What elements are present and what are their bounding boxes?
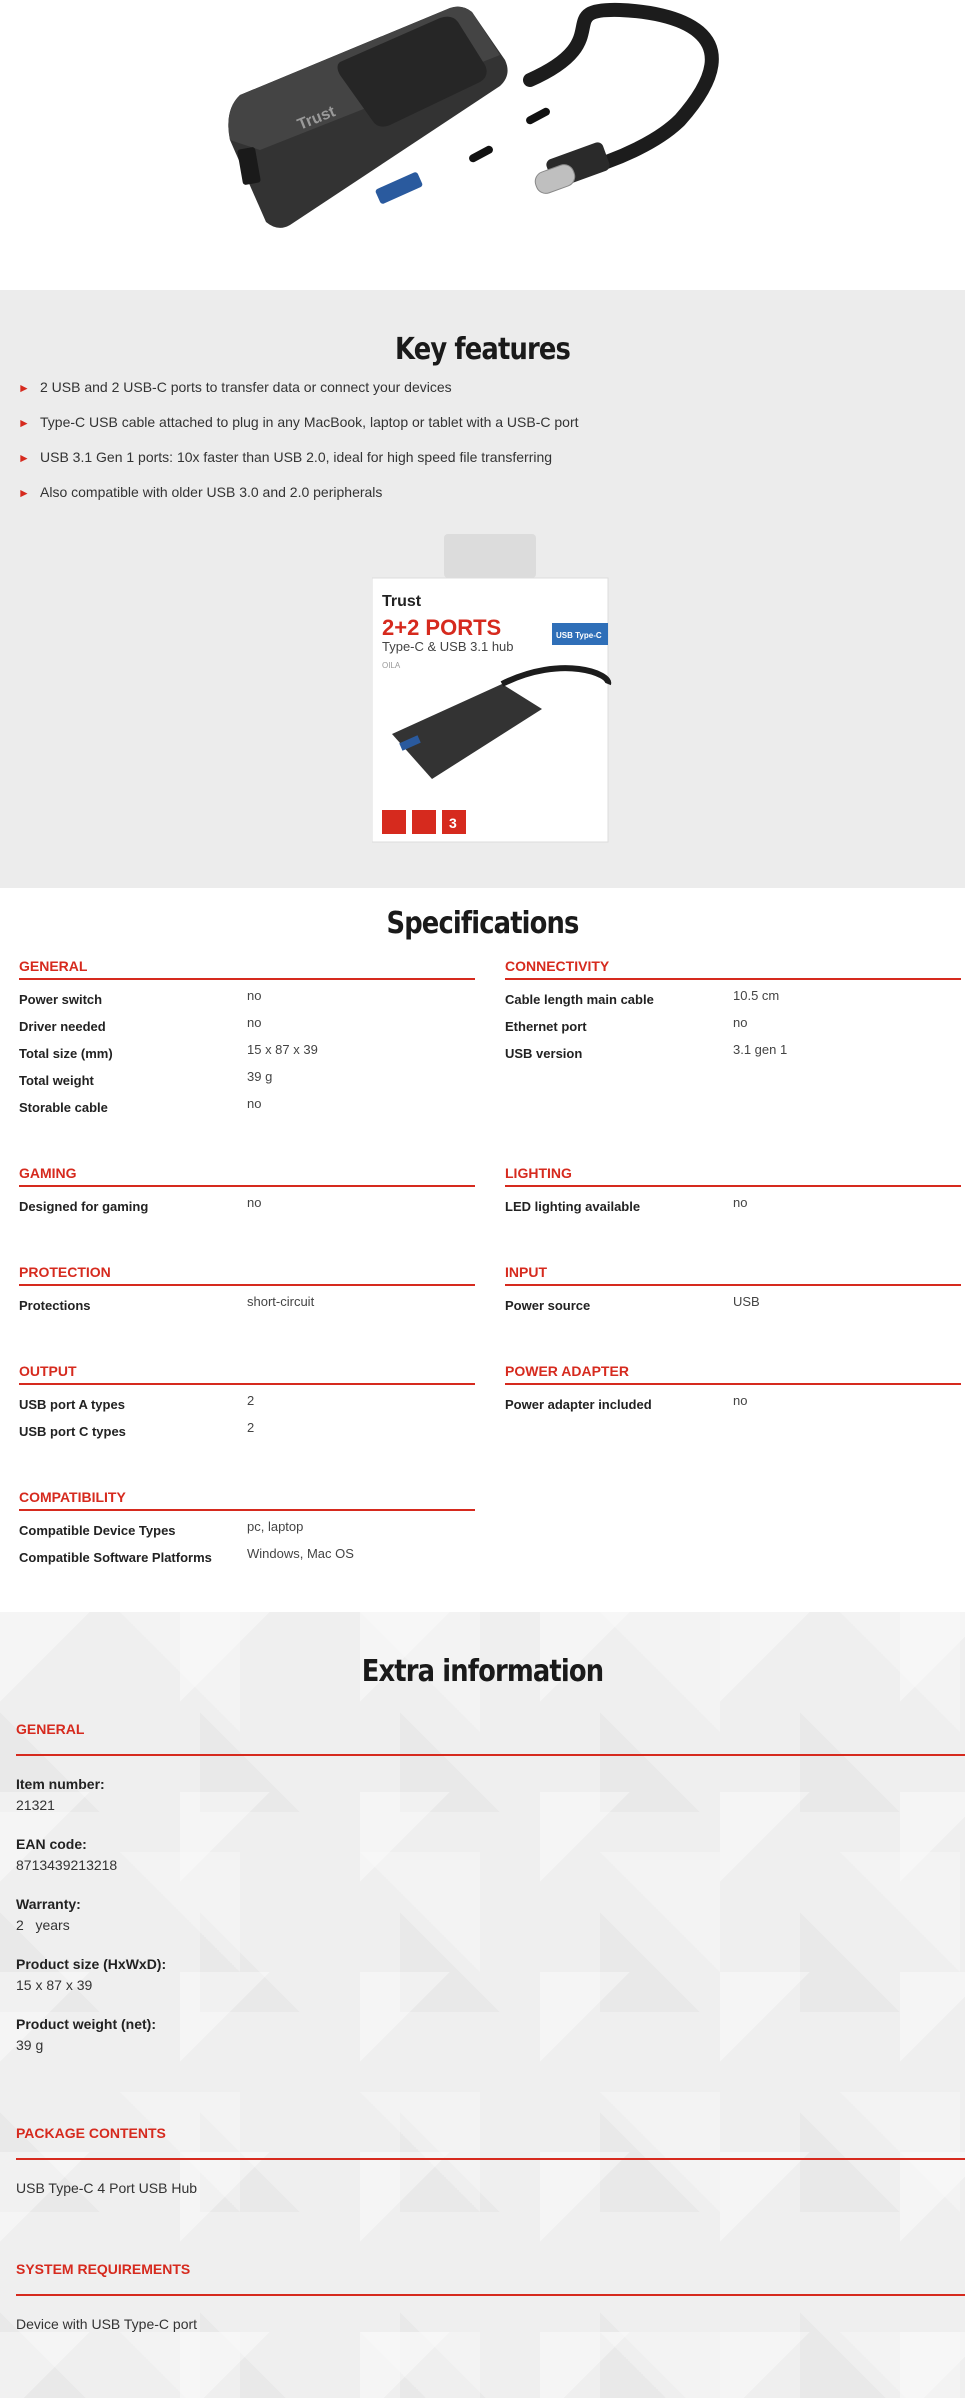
feature-list: [18, 378, 579, 518]
spec-row: Ethernet port no: [505, 1015, 748, 1034]
specifications-title: Specifications: [386, 906, 579, 941]
extra-information-section: [0, 1612, 965, 2398]
spec-row: Compatible Device Types pc, laptop: [19, 1519, 304, 1538]
list-item: ► Type-C USB cable attached to plug in any MacBook, laptop or tablet with a USB-C port: [18, 414, 579, 430]
spec-row: Storable cable no: [19, 1096, 262, 1115]
extra-item: EAN code: 8713439213218: [16, 1836, 118, 1873]
spec-group-compatibility: [19, 1485, 475, 1573]
spec-group-heading: OUTPUT: [19, 1359, 475, 1385]
spec-row: Power adapter included no: [505, 1393, 748, 1412]
spec-group-output: [19, 1359, 475, 1447]
spec-group-heading: COMPATIBILITY: [19, 1485, 475, 1511]
box-badge: USB Type-C: [556, 631, 602, 640]
spec-row: Total size (mm) 15 x 87 x 39: [19, 1042, 318, 1061]
extra-group-heading: PACKAGE CONTENTS: [16, 2120, 965, 2160]
key-features-title: Key features: [395, 332, 570, 367]
extra-group-general: [16, 1716, 965, 2056]
box-subline: Type-C & USB 3.1 hub: [382, 639, 514, 654]
spec-row: USB port A types 2: [19, 1393, 255, 1412]
extra-item: Product size (HxWxD): 15 x 87 x 39: [16, 1956, 167, 1993]
spec-group-input: [505, 1260, 961, 1321]
extra-item: Item number: 21321: [16, 1776, 105, 1813]
spec-group-connectivity: [505, 954, 961, 1069]
spec-row: Protections short-circuit: [19, 1294, 315, 1313]
spec-row: Power switch no: [19, 988, 262, 1007]
spec-row: Total weight 39 g: [19, 1069, 273, 1088]
spec-group-heading: GENERAL: [19, 954, 475, 980]
list-item: ► 2 USB and 2 USB-C ports to transfer data or connect your devices: [18, 379, 452, 395]
spec-row: Designed for gaming no: [19, 1195, 262, 1214]
extra-group-heading: SYSTEM REQUIREMENTS: [16, 2256, 965, 2296]
extra-item: Product weight (net): 39 g: [16, 2016, 156, 2053]
spec-row: Driver needed no: [19, 1015, 262, 1034]
spec-row: USB port C types 2: [19, 1420, 255, 1439]
system-requirements-text: Device with USB Type-C port: [16, 2316, 198, 2332]
product-logo: Trust: [295, 103, 338, 134]
extra-group-heading: GENERAL: [16, 1716, 965, 1756]
list-item: ► USB 3.1 Gen 1 ports: 10x faster than USB 2.0, ideal for high speed file transferring: [18, 449, 553, 465]
spec-group-heading: PROTECTION: [19, 1260, 475, 1286]
box-model: OILA: [382, 661, 401, 670]
spec-group-heading: INPUT: [505, 1260, 961, 1286]
spec-group-lighting: [505, 1161, 961, 1222]
box-warranty-years: 3: [449, 815, 457, 831]
bullet-arrow-icon: ►: [18, 381, 30, 395]
spec-group-heading: CONNECTIVITY: [505, 954, 961, 980]
spec-row: Cable length main cable 10.5 cm: [505, 988, 780, 1007]
spec-group-power-adapter: [505, 1359, 961, 1420]
spec-group-heading: LIGHTING: [505, 1161, 961, 1187]
bullet-arrow-icon: ►: [18, 416, 30, 430]
product-packaging-image: [372, 534, 612, 844]
list-item: ► Also compatible with older USB 3.0 and 2.0 peripherals: [18, 484, 383, 500]
spec-group-heading: POWER ADAPTER: [505, 1359, 961, 1385]
spec-row: LED lighting available no: [505, 1195, 748, 1214]
spec-row: USB version 3.1 gen 1: [505, 1042, 788, 1061]
specifications-section: [0, 888, 965, 1612]
spec-row: Compatible Software Platforms Windows, Mac OS: [19, 1546, 354, 1565]
spec-group-protection: [19, 1260, 475, 1321]
usb-hub-image: [200, 0, 780, 250]
spec-group-heading: GAMING: [19, 1161, 475, 1187]
key-features-section: [0, 290, 965, 888]
bullet-arrow-icon: ►: [18, 486, 30, 500]
extra-item: Warranty: 2 years: [16, 1896, 81, 1933]
bullet-arrow-icon: ►: [18, 451, 30, 465]
box-logo: Trust: [382, 593, 422, 610]
spec-group-gaming: [19, 1161, 475, 1222]
extra-group-system-requirements: [16, 2256, 965, 2332]
box-headline: 2+2 PORTS: [382, 615, 502, 640]
extra-information-title: Extra information: [361, 1654, 604, 1689]
package-contents-text: USB Type-C 4 Port USB Hub: [16, 2180, 198, 2196]
spec-row: Power source USB: [505, 1294, 760, 1313]
spec-group-general: [19, 954, 475, 1123]
product-hero: [0, 0, 965, 290]
extra-group-package-contents: [16, 2120, 965, 2196]
